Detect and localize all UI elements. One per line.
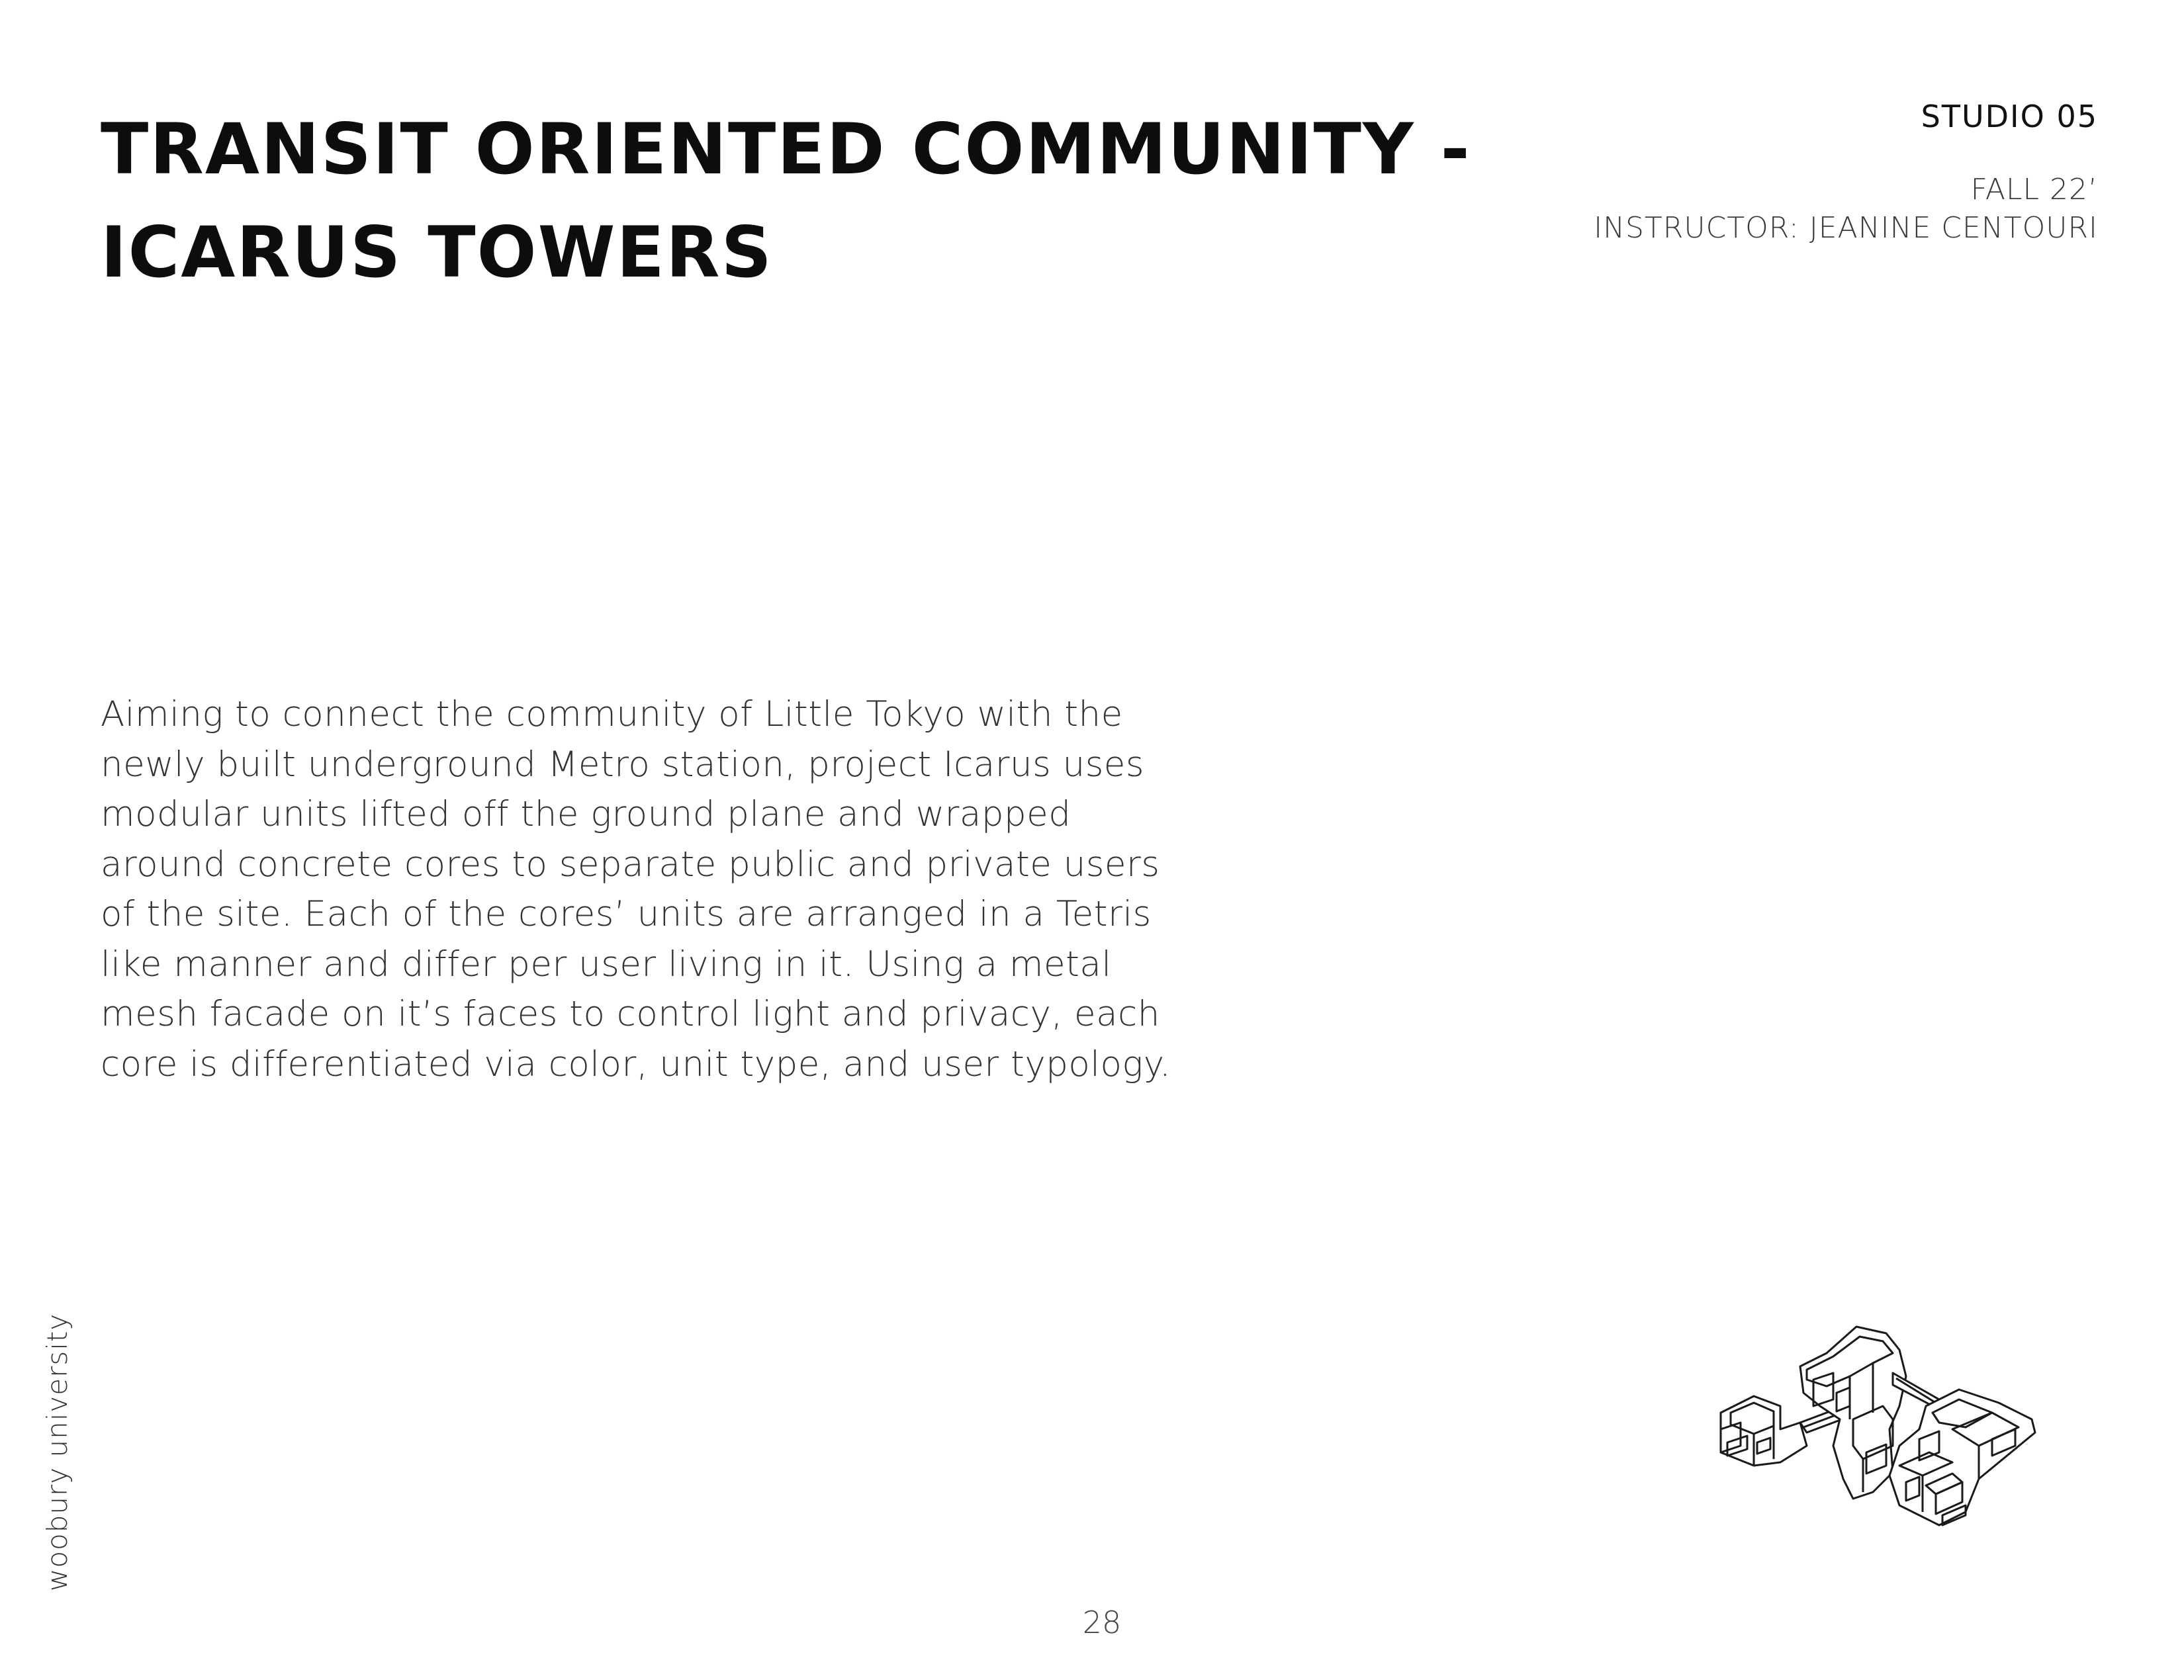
project-description (101, 689, 1292, 1089)
description-line: of the site. Each of the cores’ units are arranged in a Tetris (101, 894, 1152, 934)
page-title (101, 98, 1557, 304)
description-line: modular units lifted off the ground plane and wrapped (101, 794, 1071, 834)
title-line-2: ICARUS TOWERS (101, 212, 773, 293)
right-cluster-outline (1889, 1390, 2035, 1525)
description-line: newly built underground Metro station, project Icarus uses (101, 744, 1145, 785)
project-meta (1594, 97, 2098, 247)
description-line: Aiming to connect the community of Little Tokyo with the (101, 694, 1123, 734)
university-label: woobury university (41, 1313, 73, 1591)
description-line: mesh facade on it’s faces to control light and privacy, each (101, 994, 1160, 1034)
description-line: like manner and differ per user living in it. Using a metal (101, 944, 1112, 985)
axonometric-drawing (1701, 1313, 2071, 1605)
page-number: 28 (1082, 1605, 1122, 1640)
title-line-1: TRANSIT ORIENTED COMMUNITY - (101, 109, 1471, 190)
instructor-label: INSTRUCTOR: JEANINE CENTOURI (1594, 211, 2098, 245)
studio-label: STUDIO 05 (1921, 99, 2098, 134)
description-line: core is differentiated via color, unit type, and user typology. (101, 1043, 1171, 1084)
description-line: around concrete cores to separate public and private users (101, 844, 1160, 885)
term-label: FALL 22’ (1970, 173, 2098, 206)
